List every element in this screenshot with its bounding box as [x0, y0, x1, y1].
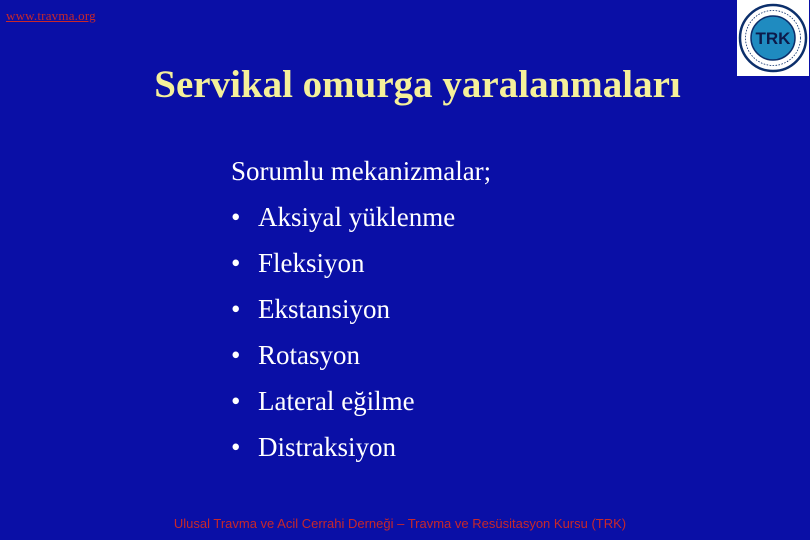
bullet-icon: •	[231, 248, 241, 278]
list-item	[231, 332, 491, 378]
list-item-text: Fleksiyon	[258, 248, 365, 278]
list-item	[231, 194, 491, 240]
site-link[interactable]: www.travma.org	[6, 8, 96, 23]
list-item-text: Ekstansiyon	[258, 294, 390, 324]
bullet-list	[231, 194, 491, 470]
list-item	[231, 286, 491, 332]
bullet-icon: •	[231, 386, 241, 416]
bullet-icon: •	[231, 294, 241, 324]
list-item-text: Aksiyal yüklenme	[258, 202, 456, 232]
list-item-text: Lateral eğilme	[258, 386, 415, 416]
list-item	[231, 424, 491, 470]
bullet-icon: •	[231, 202, 241, 232]
bullet-icon: •	[231, 340, 241, 370]
slide-title: Servikal omurga yaralanmaları	[154, 63, 681, 106]
bullet-icon: •	[231, 432, 241, 462]
slide-content	[231, 148, 491, 470]
list-item	[231, 378, 491, 424]
list-item-text: Rotasyon	[258, 340, 361, 370]
logo-center-text: TRK	[755, 29, 791, 48]
footer-text: Ulusal Travma ve Acil Cerrahi Derneği – Travma ve Resüsitasyon Kursu (TRK)	[173, 516, 627, 531]
intro-text: Sorumlu mekanizmalar;	[231, 156, 492, 186]
list-item-text: Distraksiyon	[258, 432, 396, 462]
list-item	[231, 240, 491, 286]
